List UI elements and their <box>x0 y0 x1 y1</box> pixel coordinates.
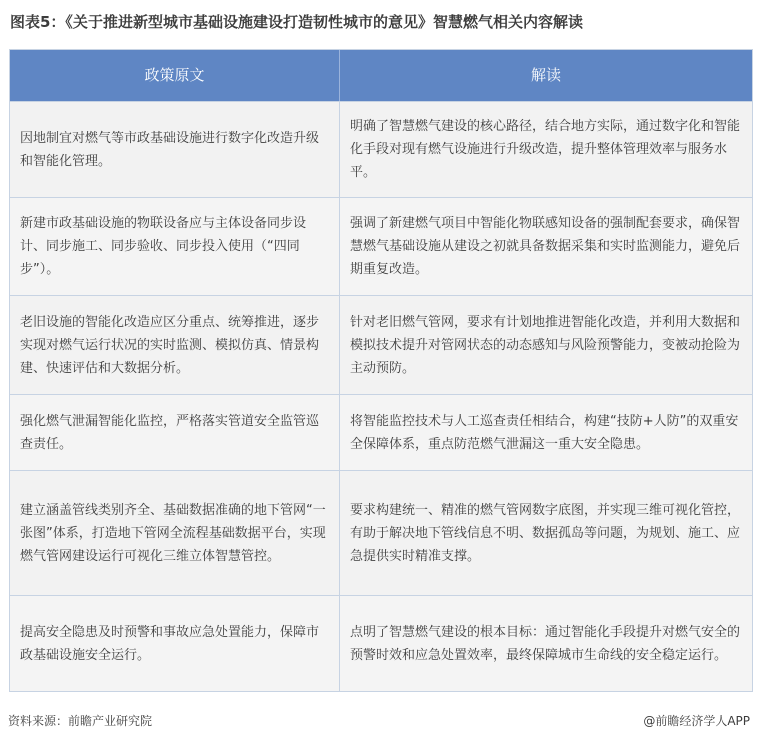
table-row <box>10 101 752 197</box>
app-credit: @前瞻经济学人APP <box>643 714 750 728</box>
original-cell <box>10 102 340 197</box>
table-row <box>10 295 752 394</box>
header-interpretation: 解读 <box>340 50 752 101</box>
original-cell <box>10 296 340 394</box>
interpretation-cell <box>340 395 752 470</box>
interpretation-cell <box>340 296 752 394</box>
interpretation-text: 将智能监控技术与人工巡查责任相结合，构建“技防+人防”的双重安全保障体系，重点防范燃气泄漏这一重大安全隐患。 <box>350 413 739 452</box>
original-text: 强化燃气泄漏智能化监控，严格落实管道安全监管巡查责任。 <box>20 413 320 452</box>
table-row <box>10 197 752 295</box>
interpretation-text: 强调了新建燃气项目中智能化物联感知设备的强制配套要求，确保智慧燃气基础设施从建设之初就具备数据采集和实时监测能力，避免后期重复改造。 <box>350 216 741 277</box>
interpretation-text: 要求构建统一、精准的燃气管网数字底图，并实现三维可视化管控，有助于解决地下管线信息不明、数据孤岛等问题，为规划、施工、应急提供实时精准支撑。 <box>350 502 741 564</box>
original-cell <box>10 198 340 295</box>
interpretation-cell <box>340 596 752 691</box>
table-header-row <box>10 50 752 101</box>
interpretation-cell <box>340 198 752 295</box>
table-row <box>10 595 752 691</box>
original-text: 新建市政基础设施的物联设备应与主体设备同步设计、同步施工、同步验收、同步投入使用（“四同步”）。 <box>20 216 307 277</box>
source-note: 资料来源：前瞻产业研究院 <box>8 714 153 728</box>
original-text: 建立涵盖管线类别齐全、基础数据准确的地下管网“一张图”体系，打造地下管网全流程基础数据平台，实现燃气管网建设运行可视化三维立体智慧管控。 <box>20 502 326 564</box>
interpretation-text: 明确了智慧燃气建设的核心路径，结合地方实际，通过数字化和智能化手段对现有燃气设施进行升级改造，提升整体管理效率与服务水平。 <box>350 119 741 180</box>
original-text: 老旧设施的智能化改造应区分重点、统筹推进，逐步实现对燃气运行状况的实时监测、模拟仿真、情景构建、快速评估和大数据分析。 <box>20 314 320 376</box>
original-text: 因地制宜对燃气等市政基础设施进行数字化改造升级和智能化管理。 <box>20 130 320 169</box>
interpretation-cell <box>340 471 752 595</box>
header-original: 政策原文 <box>10 50 340 101</box>
table-row <box>10 394 752 470</box>
policy-table <box>9 49 753 692</box>
original-cell <box>10 596 340 691</box>
original-cell <box>10 395 340 470</box>
interpretation-text: 点明了智慧燃气建设的根本目标：通过智能化手段提升对燃气安全的预警时效和应急处置效率，最终保障城市生命线的安全稳定运行。 <box>350 624 741 663</box>
interpretation-text: 针对老旧燃气管网，要求有计划地推进智能化改造，并利用大数据和模拟技术提升对管网状态的动态感知与风险预警能力，变被动抢险为主动预防。 <box>350 314 741 376</box>
table-row <box>10 470 752 595</box>
original-text: 提高安全隐患及时预警和事故应急处置能力，保障市政基础设施安全运行。 <box>20 624 320 663</box>
interpretation-cell <box>340 102 752 197</box>
original-cell <box>10 471 340 595</box>
figure-title: 图表5：《关于推进新型城市基础设施建设打造韧性城市的意见》智慧燃气相关内容解读 <box>10 13 583 31</box>
